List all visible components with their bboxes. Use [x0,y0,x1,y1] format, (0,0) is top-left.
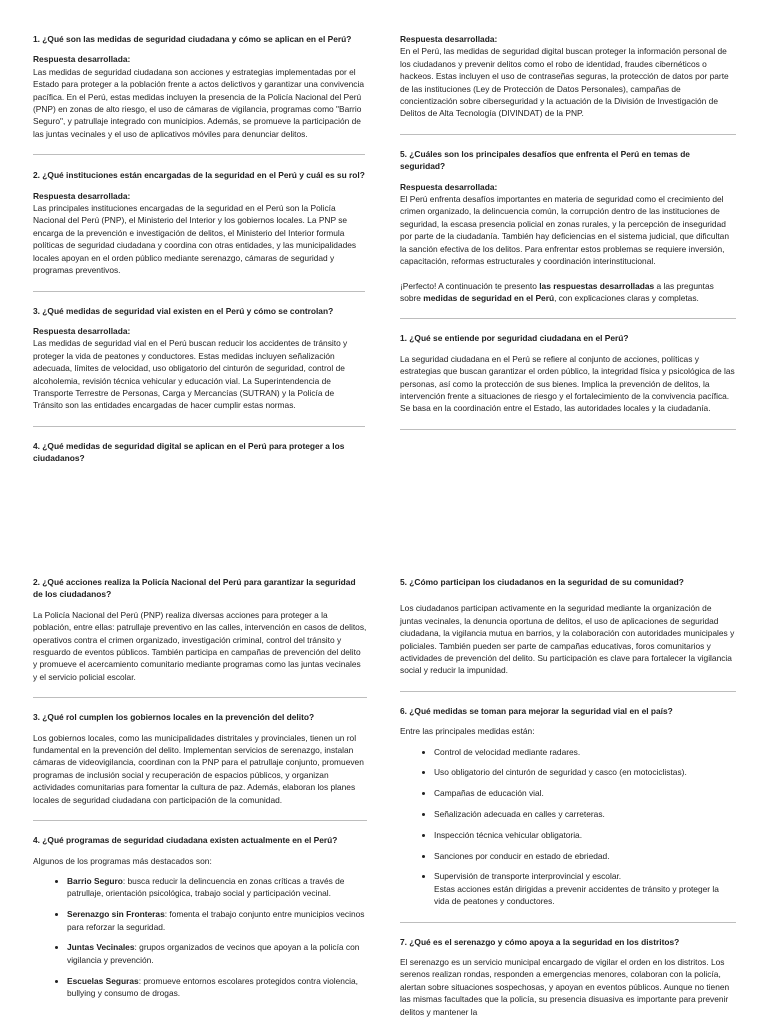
answer-label: Respuesta desarrollada: [33,325,131,336]
section-4 [33,834,367,999]
programs-list [33,875,367,999]
question-5 [400,148,736,268]
list-item: • Juntas Vecinales: grupos organizados de vecinos que apoyan a la policía con vigilancia y prevención. [67,941,367,966]
page2-left-column [33,576,367,1008]
question-1-title: 1. ¿Qué son las medidas de seguridad ciudadana y cómo se aplican en el Perú? [33,34,352,44]
list-item: • Sanciones por conducir en estado de ebriedad. [434,850,736,862]
list-item: • Serenazgo sin Fronteras: fomenta el trabajo conjunto entre municipios vecinos para reforzar la seguridad. [67,908,367,933]
section-text: Los gobiernos locales, como las municipalidades distritales y provinciales, tienen un rol fundamental en la prevención del delito. Implementan servicios de serenazgo, instalan cámaras de videovigilancia, coordinan con la PNP para el patrullaje conjunto, promueven programas de inclusión social y recuperación de espacios públicos, y organizan actividades comunitarias para fomentar la cultura de paz. Además, elaboran los planes locales de seguridad ciudadana con participación de la comunidad. [33,732,364,805]
list-item: • Barrio Seguro: busca reducir la delincuencia en zonas críticas a través de patrullaje, orientación psicológica, trabajo social y participación vecinal. [67,875,367,900]
answer-label: Respuesta desarrollada: [400,181,498,192]
answer-text: En el Perú, las medidas de seguridad digital buscan proteger la información personal de los ciudadanos y prevenir delitos como el robo de identidad, fraudes cibernéticos o hackeos. Estas incluyen el uso de contraseñas seguras, la protección de datos por parte de las instituciones (Ley de Protección de Datos Personales), campañas de concientización sobre ciberseguridad y la actuación de la División de Investigación de Delitos de Alta Tecnología (DIVINDAT) de la PNP. [400,46,729,119]
section-1-title: 1. ¿Qué se entiende por seguridad ciudadana en el Perú? [400,333,629,344]
measures-list [400,746,736,908]
section-2-title: 2. ¿Qué acciones realiza la Policía Nacional del Perú para garantizar la seguridad de los ciudadanos? [33,577,356,600]
section-6 [400,705,736,908]
section-text: El serenazgo es un servicio municipal encargado de vigilar el orden en los distritos. Los serenos realizan rondas, responden a emergencias menores, colaboran con la policía, alertan sobre situaciones sospechosas, y apoyan en eventos públicos. Aunque no tienen las mismas facultades que la policía, su presencia disuasiva es importante para prevenir delitos y mantener la [400,957,730,1017]
question-3-title: 3. ¿Qué medidas de seguridad vial existen en el Perú y cómo se controlan? [33,305,334,316]
question-2 [33,169,365,276]
section-7 [400,936,736,1018]
answer-text: Las medidas de seguridad ciudadana son acciones y estrategias implementadas por el Estado para proteger a la población frente a actos delictivos y garantizar una convivencia pacífica. En el Perú, estas medidas incluyen la presencia de la Policía Nacional del Perú (PNP) en zonas de alto riesgo, el uso de cámaras de vigilancia, programas como "Barrio Seguro", y patrullaje integrado con municipios. Además, se promueve la participación de las juntas vecinales y el uso de aplicativos móviles para denunciar delitos. [33,66,365,139]
section-5-title: 5. ¿Cómo participan los ciudadanos en la seguridad de su comunidad? [400,577,684,587]
answer-text: Las medidas de seguridad vial en el Perú buscan reducir los accidentes de tránsito y proteger la vida de peatones y conductores. Estas medidas incluyen señalización adecuada, límites de velocidad, uso obligatorio del cinturón de seguridad, control de alcoholemia, revisión técnica vehicular y educación vial. La Superintendencia de Transporte Terrestre de Personas, Carga y Mercancías (SUTRAN) y la Policía de Tránsito son las entidades encargadas de hacer cumplir estas normas. [33,338,348,411]
list-item: • Uso obligatorio del cinturón de seguridad y casco (en motociclistas). [434,766,736,778]
section-3-title: 3. ¿Qué rol cumplen los gobiernos locales en la prevención del delito? [33,712,315,723]
section-5 [400,576,736,677]
section-text: La Policía Nacional del Perú (PNP) realiza diversas acciones para proteger a la población, entre ellas: patrullaje preventivo en las calles, intervención en casos de delitos, operativos contra el crimen organizado, investigación criminal, control del tránsito y resguardo de eventos públicos. También participa en campañas de prevención del delito y promueve el acercamiento comunitario mediante programas como las juntas vecinales y el servicio policial escolar. [33,609,367,682]
list-item: • Inspección técnica vehicular obligatoria. [434,829,736,841]
closing-text: Estas acciones están dirigidas a prevenir accidentes de tránsito y proteger la vida de peatones y conductores. [434,883,719,907]
page1-left-column [33,33,365,473]
list-item: • Campañas de educación vial. [434,787,736,799]
list-item: • Control de velocidad mediante radares. [434,746,736,758]
question-4-title: 4. ¿Qué medidas de seguridad digital se aplican en el Perú para proteger a los ciudadanos? [33,440,345,464]
question-1 [33,33,365,140]
section-7-title: 7. ¿Qué es el serenazgo y cómo apoya a la seguridad en los distritos? [400,936,680,947]
answer-text: El Perú enfrenta desafíos importantes en materia de seguridad como el crecimiento del crimen organizado, la delincuencia común, la corrupción dentro de las instituciones de seguridad, la escasa presencia policial en zonas rurales, y la percepción de inseguridad por parte de la ciudadanía. También hay deficiencias en el sistema judicial, que dificultan la sanción efectiva de los delitos. Para enfrentar estos problemas se requiere inversión, capacitación, reformas estructurales y coordinación interinstitucional. [400,194,729,267]
page2-right-column [400,576,736,1018]
divider [400,429,736,430]
answer-text: Las principales instituciones encargadas de la seguridad en el Perú son la Policía Nacional del Perú (PNP), el Ministerio del Interior y los gobiernos locales. La PNP se encarga de la prevención e investigación de delitos, el Ministerio del Interior formula políticas de seguridad ciudadana y coordina con otras entidades, y las municipalidades locales apoyan en el orden público mediante serenazgo, cámaras de seguridad y programas preventivos. [33,203,357,276]
section-4-title: 4. ¿Qué programas de seguridad ciudadana existen actualmente en el Perú? [33,835,338,846]
section-lead: Algunos de los programas más destacados son: [33,855,212,866]
answer-label: Respuesta desarrollada: [33,190,131,201]
question-5-title: 5. ¿Cuáles son los principales desafíos que enfrenta el Perú en temas de seguridad? [400,148,690,172]
section-text: Los ciudadanos participan activamente en la seguridad mediante la organización de juntas vecinales, la denuncia oportuna de delitos, el uso de aplicaciones de seguridad ciudadana, la vigilancia mutua en barrios, y la colaboración con autoridades municipales y policiales. También pueden ser parte de campañas educativas, foros comunitarios y actividades de prevención del delito. Su participación es clave para fortalecer la vigilancia social y reducir la impunidad. [400,603,735,676]
section-3 [33,711,367,806]
section-lead: Entre las principales medidas están: [400,726,535,737]
page1-right-column [400,33,736,430]
section-2 [33,576,367,683]
list-item: • Escuelas Seguras: promueve entornos escolares protegidos contra violencia, bullying y consumo de drogas. [67,975,367,1000]
section-1 [400,332,736,414]
list-item: • Supervisión de transporte interprovincial y escolar. Estas acciones están dirigidas a prevenir accidentes de tránsito y proteger la vida de peatones y conductores. [434,870,736,907]
answer-label: Respuesta desarrollada: [33,54,131,65]
intro-paragraph: ¡Perfecto! A continuación te presento las respuestas desarrolladas a las preguntas sobre medidas de seguridad en el Perú, con explicaciones claras y completas. [400,280,714,303]
question-2-title: 2. ¿Qué instituciones están encargadas de la seguridad en el Perú y cuál es su rol? [33,170,365,181]
answer-label: Respuesta desarrollada: [400,34,498,44]
list-item: • Señalización adecuada en calles y carreteras. [434,808,736,820]
section-text: La seguridad ciudadana en el Perú se refiere al conjunto de acciones, políticas y estrategias que buscan garantizar el orden público, la integridad física y psicológica de las personas, así como la protección de sus bienes. Implica la prevención de delitos, la intervención frente a situaciones de riesgo y el fortalecimiento de la convivencia pacífica. Se basa en la coordinación entre el Estado, las autoridades locales y la ciudadanía. [400,353,735,414]
question-4-answer [400,33,736,120]
section-6-title: 6. ¿Qué medidas se toman para mejorar la seguridad vial en el país? [400,705,673,716]
question-3 [33,305,365,412]
